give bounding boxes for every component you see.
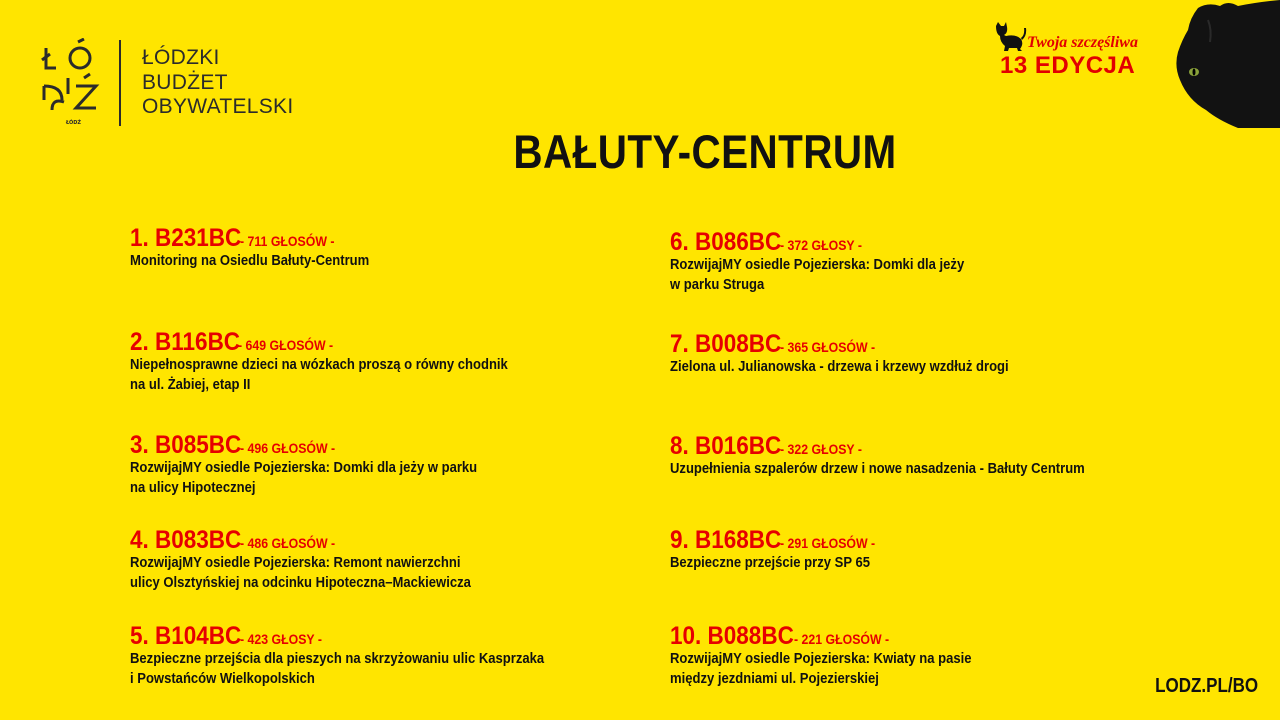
project-description-line: Bezpieczne przejście przy SP 65 — [670, 555, 870, 571]
project-votes: - 496 GŁOSÓW - — [239, 440, 335, 456]
edition-label: 13 EDYCJA — [1000, 52, 1136, 79]
logo-divider — [119, 40, 121, 126]
project-description — [670, 650, 1228, 689]
project-votes: - 291 GŁOSÓW - — [779, 535, 875, 551]
lodz-budget-logo — [40, 38, 320, 130]
project-votes: - 221 GŁOSÓW - — [793, 631, 889, 647]
edition-badge — [994, 22, 1164, 82]
project-votes: - 423 GŁOSY - — [239, 631, 322, 647]
logo-line-3: OBYWATELSKI — [142, 95, 294, 118]
footer-url: LODZ.PL/BO — [1155, 675, 1258, 697]
logo-wordmark — [142, 46, 294, 120]
project-description-line: i Powstańców Wielkopolskich — [130, 670, 315, 687]
project-description-line: Zielona ul. Julianowska - drzewa i krzewy wzdłuż drogi — [670, 359, 1009, 375]
project-votes: - 486 GŁOSÓW - — [239, 535, 335, 551]
project-description — [130, 459, 688, 498]
project-item — [130, 526, 690, 593]
project-description — [670, 256, 1228, 295]
project-header — [670, 432, 1230, 461]
project-description-line: na ul. Żabiej, etap II — [130, 376, 251, 393]
edition-tagline: Twoja szczęśliwa — [1027, 34, 1138, 51]
project-description-line: RozwijajMY osiedle Pojezierska: Domki dla jeży w parku — [130, 460, 478, 476]
black-cat-photo — [1168, 0, 1280, 128]
project-description-line: Uzupełnienia szpalerów drzew i nowe nasadzenia - Bałuty Centrum — [670, 461, 1085, 477]
project-description-line: RozwijajMY osiedle Pojezierska: Domki dla jeży — [670, 257, 965, 273]
black-cat-icon — [994, 22, 1028, 52]
project-item — [130, 431, 690, 498]
project-item — [670, 432, 1230, 480]
project-description-line: Monitoring na Osiedlu Bałuty-Centrum — [130, 253, 370, 269]
logo-line-2: BUDŻET — [142, 70, 228, 94]
project-description-line: RozwijajMY osiedle Pojezierska: Remont nawierzchni — [130, 555, 461, 571]
project-item — [130, 328, 690, 395]
project-rank-id: 3. B085BC — [130, 431, 242, 459]
logo-line-1: ŁÓDZKI — [142, 46, 220, 69]
project-description-line: Bezpieczne przejścia dla pieszych na skrzyżowaniu ulic Kasprzaka — [130, 651, 545, 667]
project-votes: - 365 GŁOSÓW - — [779, 339, 875, 355]
project-description-line: w parku Struga — [670, 276, 765, 293]
project-description — [130, 650, 688, 689]
project-rank-id: 4. B083BC — [130, 526, 242, 554]
project-votes: - 372 GŁOSY - — [779, 237, 862, 253]
logo-mark-caption: ŁÓDŹ — [66, 120, 82, 126]
project-description — [670, 460, 1228, 480]
project-header — [130, 224, 690, 253]
project-description-line: RozwijajMY osiedle Pojezierska: Kwiaty na pasie — [670, 651, 972, 667]
project-description-line: na ulicy Hipotecznej — [130, 479, 256, 496]
project-item — [670, 228, 1230, 295]
project-header — [130, 431, 690, 460]
project-header — [130, 526, 690, 555]
project-description — [130, 554, 688, 593]
project-rank-id: 6. B086BC — [670, 228, 782, 256]
project-description-line: Niepełnosprawne dzieci na wózkach proszą o równy chodnik — [130, 357, 508, 373]
project-description-line: między jezdniami ul. Pojezierskiej — [670, 670, 879, 687]
project-header — [670, 228, 1230, 257]
project-item — [670, 330, 1230, 378]
project-rank-id: 9. B168BC — [670, 526, 782, 554]
project-description-line: ulicy Olsztyńskiej na odcinku Hipoteczna–Mackiewicza — [130, 574, 471, 591]
project-votes: - 649 GŁOSÓW - — [238, 337, 334, 353]
project-description — [670, 554, 1228, 574]
project-votes: - 322 GŁOSY - — [779, 441, 862, 457]
project-rank-id: 8. B016BC — [670, 432, 782, 460]
project-rank-id: 2. B116BC — [130, 328, 241, 356]
project-rank-id: 10. B088BC — [670, 622, 794, 650]
project-description — [130, 356, 688, 395]
project-header — [130, 328, 690, 357]
project-header — [130, 622, 690, 651]
project-description — [670, 358, 1228, 378]
project-rank-id: 5. B104BC — [130, 622, 242, 650]
project-item — [670, 526, 1230, 574]
project-rank-id: 1. B231BC — [130, 224, 242, 252]
project-item — [130, 622, 690, 689]
project-rank-id: 7. B008BC — [670, 330, 782, 358]
project-header — [670, 622, 1230, 651]
project-description — [130, 252, 688, 272]
lodz-logo-mark-icon — [40, 38, 104, 126]
project-item — [130, 224, 690, 272]
project-header — [670, 330, 1230, 359]
page-title: BAŁUTY-CENTRUM — [513, 125, 897, 178]
project-item — [670, 622, 1230, 689]
project-votes: - 711 GŁOSÓW - — [239, 233, 335, 249]
project-header — [670, 526, 1230, 555]
